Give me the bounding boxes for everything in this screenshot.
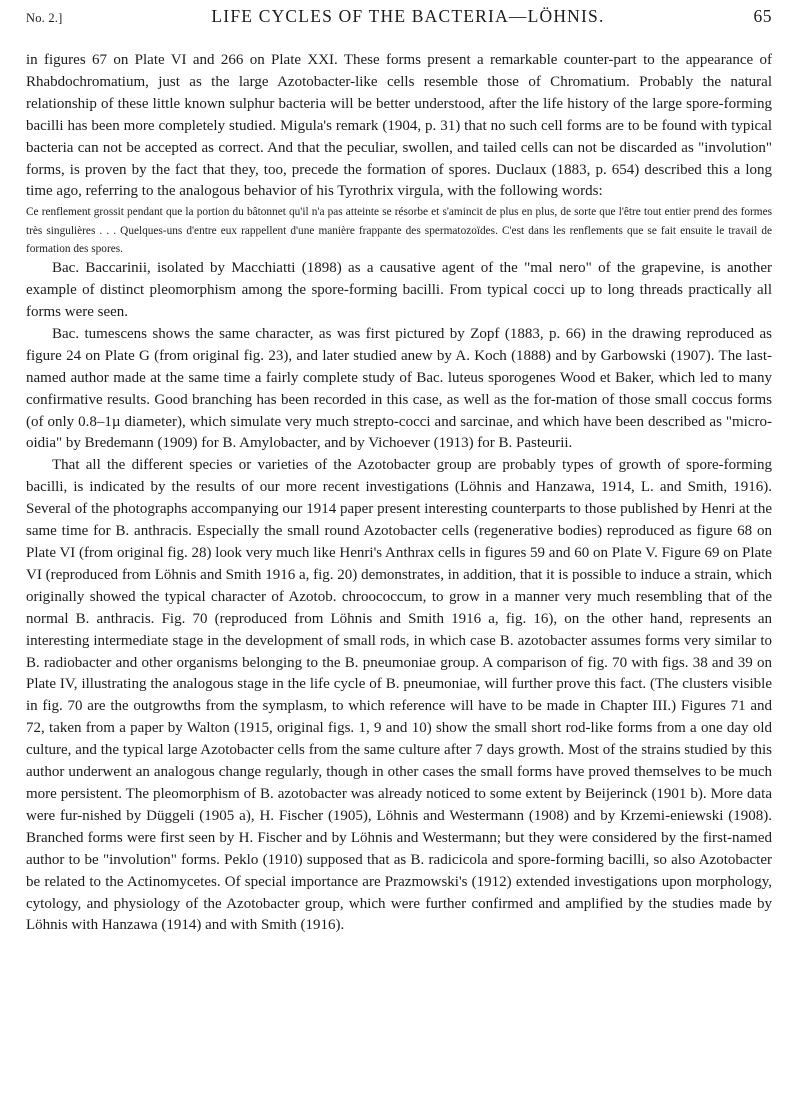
body-text — [26, 50, 772, 937]
paragraph-continued: in figures 67 on Plate VI and 266 on Plate XXI. These forms present a remarkable counter-part to the appearance of Rhabdochromatium, just as the large Azotobacter-like cells resemble those of Chromatium. Probably the natural relationship of these little known sulphur bacteria will be better understood, after the life history of the large spore-forming bacilli has been more completely studied. Migula's remark (1904, p. 31) that no such cell forms are to be found with typical bacteria can not be accepted as correct. And that the peculiar, swollen, and tailed cells can not be discarded as "involution" forms, is proven by the fact that they, too, precede the formation of spores. Duclaux (1883, p. 654) described this a long time ago, referring to the analogous behavior of his Tyrothrix virgula, with the following words: — [26, 52, 772, 200]
paragraph-bac-tumescens: Bac. tumescens shows the same character, as was first pictured by Zopf (1883, p. 66) in the drawing reproduced as figure 24 on Plate G (from original fig. 23), and later studied anew by A. Koch (1888) and by Garbowski (1907). The last-named author made at the same time a fairly complete study of Bac. luteus sporogenes Wood et Baker, which led to many confirmative results. Good branching has been recorded in this case, as well as the for-mation of those small coccus forms (of only 0.8–1µ diameter), which simulate very much strepto-cocci and sarcinae, and which have been described as "micro-oidia" by Bredemann (1909) for B. Amylobacter, and by Vichoever (1913) for B. Pasteurii. — [26, 325, 772, 452]
french-quotation: Ce renflement grossit pendant que la portion du bâtonnet qu'il n'a pas atteinte se résorbe et s'amincit de plus en plus, de sorte que l'être tout entier prend des formes très singulières . . . Quelques-uns d'entre eux rappellent d'une manière frappante des spermatozoïdes. C'est dans les renflements que se fait ensuite le travail de formation des spores. — [26, 206, 772, 255]
running-title: LIFE CYCLES OF THE BACTERIA—LÖHNIS. — [211, 6, 605, 26]
paragraph-bac-baccarinii: Bac. Baccarinii, isolated by Macchiatti (1898) as a causative agent of the "mal nero" of the grapevine, is another example of distinct pleomorphism among the spore-forming bacilli. From typical cocci up to long threads practically all forms were seen. — [26, 260, 772, 321]
issue-label: No. 2.] — [26, 11, 63, 25]
page-number: 65 — [753, 6, 772, 26]
paragraph-azotobacter-group: That all the different species or varieties of the Azotobacter group are probably types of growth of spore-forming bacilli, is indicated by the results of our more recent investigations (Löhnis and Hanzawa, 1914, L. and Smith, 1916). Several of the photographs accompanying our 1914 paper present interesting counterparts to those published by Henri at the same time for B. anthracis. Especially the small round Azotobacter cells (regenerative bodies) reproduced as figure 68 on Plate VI (from original fig. 28) look very much like Henri's Anthrax cells in figures 59 and 60 on Plate V. Figure 69 on Plate VI (reproduced from Löhnis and Smith 1916 a, fig. 20) demonstrates, in addition, that it is possible to induce a strain, which originally showed the typical character of Azotob. chroococcum, to grow in a manner very much resembling that of the normal B. anthracis. Fig. 70 (reproduced from Löhnis and Smith 1916 a, fig. 16), on the other hand, represents an interesting intermediate stage in the development of small rods, in which case B. azotobacter assumes forms very similar to B. radiobacter and other organisms belonging to the B. pneumoniae group. A comparison of fig. 70 with figs. 38 and 39 on Plate IV, illustrating the analogous stage in the life cycle of B. pneumoniae, will further prove this fact. (The clusters visible in fig. 70 are the outgrowths from the symplasm, to which reference will have to be made in Chapter III.) Figures 71 and 72, taken from a paper by Walton (1915, original figs. 1, 9 and 10) show the small short rod-like forms from a one day old culture, and the typical large Azotobacter cells from the same culture after 7 days growth. Most of the strains studied by this author underwent an analogous change regularly, though in other cases the small forms have proved themselves to be much more persistent. The pleomorphism of B. azotobacter was already noticed to some extent by Beijerinck (1901 b). More data were fur-nished by Düggeli (1905 a), H. Fischer (1905), Löhnis and Westermann (1908) and by Krzemi-eniewski (1908). Branched forms were first seen by H. Fischer and by Löhnis and Westermann; but they were considered by the first-named author to be "involution" forms. Peklo (1910) supposed that as B. radicicola and spore-forming bacilli, so also Azotobacter be related to the Actinomycetes. Of special importance are Prazmowski's (1912) extended investigations upon morphology, cytology, and physiology of the Azotobacter group, which were further confirmed and amplified by the studies made by Löhnis with Hanzawa (1914) and with Smith (1916). — [26, 457, 772, 934]
running-header — [26, 6, 772, 36]
